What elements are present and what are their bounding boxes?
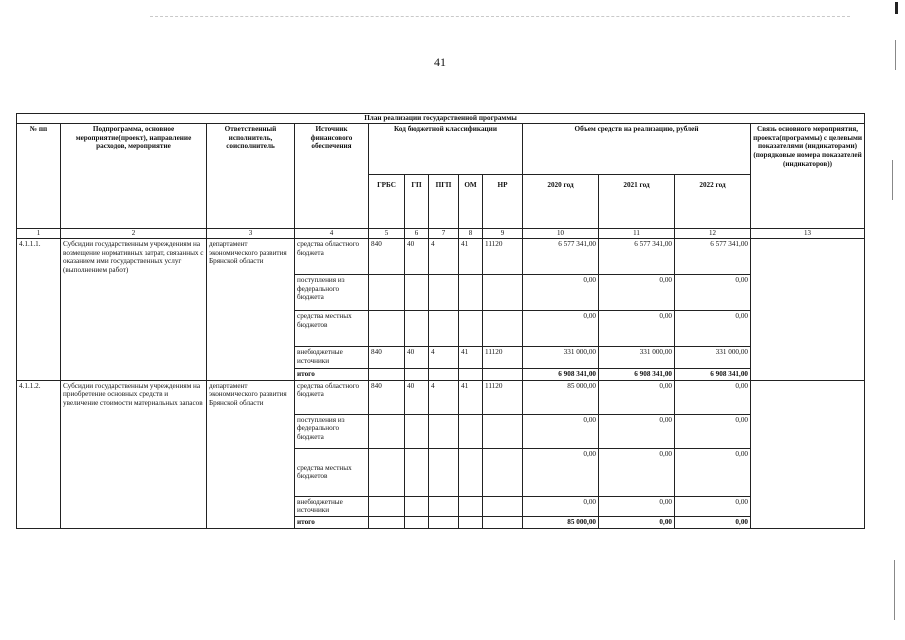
column-number: 6	[405, 229, 429, 239]
amount-2022: 0,00	[675, 275, 751, 311]
code-grbs	[369, 275, 405, 311]
scan-edge-dash	[895, 40, 896, 70]
code-om	[459, 516, 483, 528]
code-om	[459, 496, 483, 516]
column-number: 2	[61, 229, 207, 239]
amount-2021: 6 577 341,00	[599, 239, 675, 275]
column-number: 7	[429, 229, 459, 239]
code-np: 11120	[483, 380, 523, 414]
code-pgp: 4	[429, 347, 459, 369]
amount-2020: 0,00	[523, 311, 599, 347]
code-gp: 40	[405, 347, 429, 369]
amount-2022: 0,00	[675, 414, 751, 448]
code-gp	[405, 414, 429, 448]
code-gp	[405, 369, 429, 381]
scan-edge-dash	[892, 160, 893, 200]
code-pgp	[429, 516, 459, 528]
amount-2021: 0,00	[599, 414, 675, 448]
indicator-link	[751, 239, 865, 381]
code-grbs	[369, 311, 405, 347]
column-number: 10	[523, 229, 599, 239]
table-title: План реализации государственной программы	[17, 114, 865, 124]
amount-2022: 0,00	[675, 448, 751, 496]
code-np	[483, 448, 523, 496]
code-pgp	[429, 414, 459, 448]
code-pgp	[429, 311, 459, 347]
amount-2021: 0,00	[599, 380, 675, 414]
code-np	[483, 311, 523, 347]
header-volume: Объем средств на реализацию, рублей	[523, 124, 751, 175]
amount-2020-total: 6 908 341,00	[523, 369, 599, 381]
code-gp: 40	[405, 380, 429, 414]
scan-edge-dash	[894, 560, 895, 620]
code-grbs	[369, 414, 405, 448]
amount-2021: 331 000,00	[599, 347, 675, 369]
code-pgp	[429, 275, 459, 311]
header-gp: ГП	[405, 175, 429, 229]
column-number: 4	[295, 229, 369, 239]
column-number: 11	[599, 229, 675, 239]
code-pgp	[429, 496, 459, 516]
header-2021: 2021 год	[599, 175, 675, 229]
amount-2021: 0,00	[599, 311, 675, 347]
table-row	[17, 380, 865, 414]
column-number: 3	[207, 229, 295, 239]
amount-2020: 0,00	[523, 414, 599, 448]
column-number: 1	[17, 229, 61, 239]
code-gp: 40	[405, 239, 429, 275]
header-om: ОМ	[459, 175, 483, 229]
header-pgp: ПГП	[429, 175, 459, 229]
code-grbs: 840	[369, 347, 405, 369]
funding-source: внебюджетные источники	[295, 347, 369, 369]
funding-source-total: итого	[295, 369, 369, 381]
header-source: Источник финансового обеспечения	[295, 124, 369, 229]
column-number: 13	[751, 229, 865, 239]
code-grbs: 840	[369, 380, 405, 414]
code-om	[459, 414, 483, 448]
column-number: 12	[675, 229, 751, 239]
code-np: 11120	[483, 239, 523, 275]
amount-2020-total: 85 000,00	[523, 516, 599, 528]
code-om	[459, 311, 483, 347]
funding-source: средства областного бюджета	[295, 239, 369, 275]
amount-2022-total: 0,00	[675, 516, 751, 528]
program-plan-table	[16, 113, 865, 529]
amount-2022-total: 6 908 341,00	[675, 369, 751, 381]
column-number-row	[17, 229, 865, 239]
funding-source: средства местных бюджетов	[295, 448, 369, 496]
page-number: 41	[434, 55, 446, 69]
code-np: 11120	[483, 347, 523, 369]
code-grbs	[369, 369, 405, 381]
code-grbs: 840	[369, 239, 405, 275]
funding-source: поступления из федерального бюджета	[295, 275, 369, 311]
amount-2020: 0,00	[523, 496, 599, 516]
indicator-link	[751, 380, 865, 528]
funding-source: поступления из федерального бюджета	[295, 414, 369, 448]
amount-2022: 0,00	[675, 380, 751, 414]
code-grbs	[369, 516, 405, 528]
table-row	[17, 239, 865, 275]
amount-2022: 331 000,00	[675, 347, 751, 369]
amount-2020: 6 577 341,00	[523, 239, 599, 275]
header-link: Связь основного мероприятия, проекта(программы) с целевыми показателями (индикаторами) (порядковые номера показателей (индикаторов))	[751, 124, 865, 229]
code-np	[483, 369, 523, 381]
amount-2022: 6 577 341,00	[675, 239, 751, 275]
code-gp	[405, 496, 429, 516]
code-grbs	[369, 496, 405, 516]
code-gp	[405, 275, 429, 311]
code-pgp	[429, 369, 459, 381]
code-pgp	[429, 448, 459, 496]
code-om: 41	[459, 239, 483, 275]
code-pgp: 4	[429, 380, 459, 414]
header-budget-code: Код бюджетной классификации	[369, 124, 523, 175]
code-grbs	[369, 448, 405, 496]
code-om	[459, 448, 483, 496]
header-executor: Ответственный исполнитель, соисполнитель	[207, 124, 295, 229]
amount-2021: 0,00	[599, 275, 675, 311]
code-pgp: 4	[429, 239, 459, 275]
funding-source: средства местных бюджетов	[295, 311, 369, 347]
code-np	[483, 414, 523, 448]
amount-2020: 0,00	[523, 448, 599, 496]
code-gp	[405, 311, 429, 347]
amount-2022: 0,00	[675, 311, 751, 347]
entry-executor: департамент экономического развития Брянской области	[207, 239, 295, 381]
amount-2021: 0,00	[599, 496, 675, 516]
code-np	[483, 516, 523, 528]
code-om	[459, 369, 483, 381]
scan-edge-mark	[895, 2, 898, 14]
funding-source: внебюджетные источники	[295, 496, 369, 516]
code-om: 41	[459, 347, 483, 369]
funding-source: средства областного бюджета	[295, 380, 369, 414]
entry-name: Субсидии государственным учреждениям на приобретение основных средств и увеличение стоимости материальных запасов	[61, 380, 207, 528]
code-om	[459, 275, 483, 311]
column-number: 8	[459, 229, 483, 239]
header-subprogram: Подпрограмма, основное мероприятие(проект), направление расходов, мероприятие	[61, 124, 207, 229]
code-np	[483, 496, 523, 516]
amount-2021: 0,00	[599, 448, 675, 496]
amount-2021-total: 0,00	[599, 516, 675, 528]
header-num: № пп	[17, 124, 61, 229]
code-gp	[405, 448, 429, 496]
header-2020: 2020 год	[523, 175, 599, 229]
funding-source-total: итого	[295, 516, 369, 528]
header-2022: 2022 год	[675, 175, 751, 229]
amount-2020: 0,00	[523, 275, 599, 311]
code-np	[483, 275, 523, 311]
amount-2021-total: 6 908 341,00	[599, 369, 675, 381]
entry-executor: департамент экономического развития Брянской области	[207, 380, 295, 528]
header-np: НР	[483, 175, 523, 229]
amount-2020: 331 000,00	[523, 347, 599, 369]
entry-name: Субсидии государственным учреждениям на возмещение нормативных затрат, связанных с оказанием ими государственных услуг (выполнением работ)	[61, 239, 207, 381]
amount-2020: 85 000,00	[523, 380, 599, 414]
column-number: 9	[483, 229, 523, 239]
code-om: 41	[459, 380, 483, 414]
header-grbs: ГРБС	[369, 175, 405, 229]
scan-artifact-line	[150, 16, 850, 17]
code-gp	[405, 516, 429, 528]
entry-number: 4.1.1.2.	[17, 380, 61, 528]
amount-2022: 0,00	[675, 496, 751, 516]
column-number: 5	[369, 229, 405, 239]
entry-number: 4.1.1.1.	[17, 239, 61, 381]
